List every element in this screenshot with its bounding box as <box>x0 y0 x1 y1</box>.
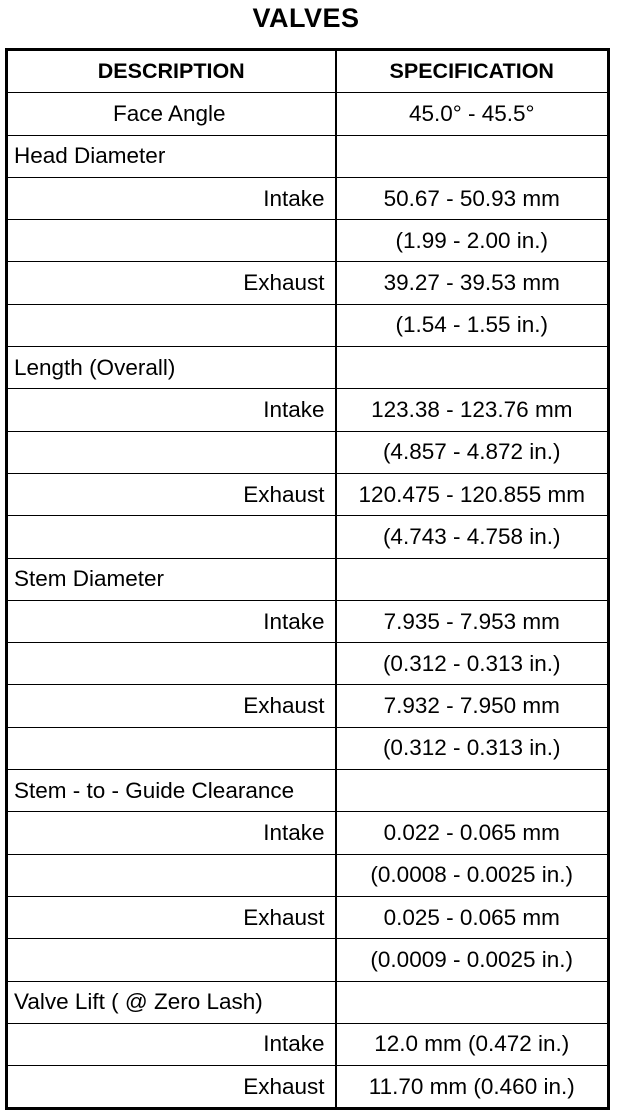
row-description: Intake <box>7 1023 336 1065</box>
valves-spec-table <box>5 48 610 1110</box>
table-row <box>7 516 609 558</box>
row-specification: 120.475 - 120.855 mm <box>336 473 609 515</box>
row-description <box>7 220 336 262</box>
table-row <box>7 93 609 135</box>
table-row <box>7 727 609 769</box>
table-row <box>7 262 609 304</box>
row-specification: 11.70 mm (0.460 in.) <box>336 1066 609 1109</box>
table-row <box>7 135 609 177</box>
row-description: Head Diameter <box>7 135 336 177</box>
row-specification: 39.27 - 39.53 mm <box>336 262 609 304</box>
header-specification: SPECIFICATION <box>336 50 609 93</box>
table-row <box>7 685 609 727</box>
row-specification: (1.99 - 2.00 in.) <box>336 220 609 262</box>
row-description <box>7 854 336 896</box>
row-description <box>7 516 336 558</box>
table-row <box>7 431 609 473</box>
row-specification: (1.54 - 1.55 in.) <box>336 304 609 346</box>
table-row <box>7 770 609 812</box>
row-specification: 50.67 - 50.93 mm <box>336 177 609 219</box>
table-row <box>7 473 609 515</box>
table-row <box>7 389 609 431</box>
table-row <box>7 896 609 938</box>
row-specification <box>336 981 609 1023</box>
table-row <box>7 643 609 685</box>
row-description: Intake <box>7 812 336 854</box>
table-row <box>7 854 609 896</box>
table-row <box>7 177 609 219</box>
row-description: Intake <box>7 600 336 642</box>
row-description: Exhaust <box>7 262 336 304</box>
row-specification <box>336 135 609 177</box>
table-body <box>7 93 609 1109</box>
row-description <box>7 727 336 769</box>
row-specification <box>336 347 609 389</box>
row-description: Stem Diameter <box>7 558 336 600</box>
row-specification: (0.312 - 0.313 in.) <box>336 727 609 769</box>
table-row <box>7 981 609 1023</box>
row-specification: (4.743 - 4.758 in.) <box>336 516 609 558</box>
row-description <box>7 431 336 473</box>
row-specification: 7.935 - 7.953 mm <box>336 600 609 642</box>
table-row <box>7 812 609 854</box>
row-specification: (0.312 - 0.313 in.) <box>336 643 609 685</box>
row-description: Exhaust <box>7 1066 336 1109</box>
row-description: Exhaust <box>7 896 336 938</box>
row-specification: 12.0 mm (0.472 in.) <box>336 1023 609 1065</box>
row-specification: (4.857 - 4.872 in.) <box>336 431 609 473</box>
table-row <box>7 1066 609 1109</box>
row-specification: (0.0009 - 0.0025 in.) <box>336 939 609 981</box>
table-row <box>7 558 609 600</box>
table-row <box>7 304 609 346</box>
row-specification: 0.025 - 0.065 mm <box>336 896 609 938</box>
row-description: Face Angle <box>7 93 336 135</box>
page-title: VALVES <box>252 3 360 33</box>
row-description <box>7 939 336 981</box>
table-row <box>7 600 609 642</box>
table-row <box>7 1023 609 1065</box>
row-description: Intake <box>7 389 336 431</box>
table-row <box>7 220 609 262</box>
table-row <box>7 347 609 389</box>
header-description: DESCRIPTION <box>7 50 336 93</box>
row-specification <box>336 770 609 812</box>
row-specification: 45.0° - 45.5° <box>336 93 609 135</box>
row-specification: 7.932 - 7.950 mm <box>336 685 609 727</box>
row-description: Length (Overall) <box>7 347 336 389</box>
row-description: Intake <box>7 177 336 219</box>
row-specification: 123.38 - 123.76 mm <box>336 389 609 431</box>
row-description: Exhaust <box>7 685 336 727</box>
table-row <box>7 939 609 981</box>
row-description: Exhaust <box>7 473 336 515</box>
row-specification: 0.022 - 0.065 mm <box>336 812 609 854</box>
row-description: Valve Lift ( @ Zero Lash) <box>7 981 336 1023</box>
table-header <box>7 50 609 93</box>
header-row <box>7 50 609 93</box>
row-specification: (0.0008 - 0.0025 in.) <box>336 854 609 896</box>
row-description: Stem - to - Guide Clearance <box>7 770 336 812</box>
row-description <box>7 643 336 685</box>
row-specification <box>336 558 609 600</box>
row-description <box>7 304 336 346</box>
